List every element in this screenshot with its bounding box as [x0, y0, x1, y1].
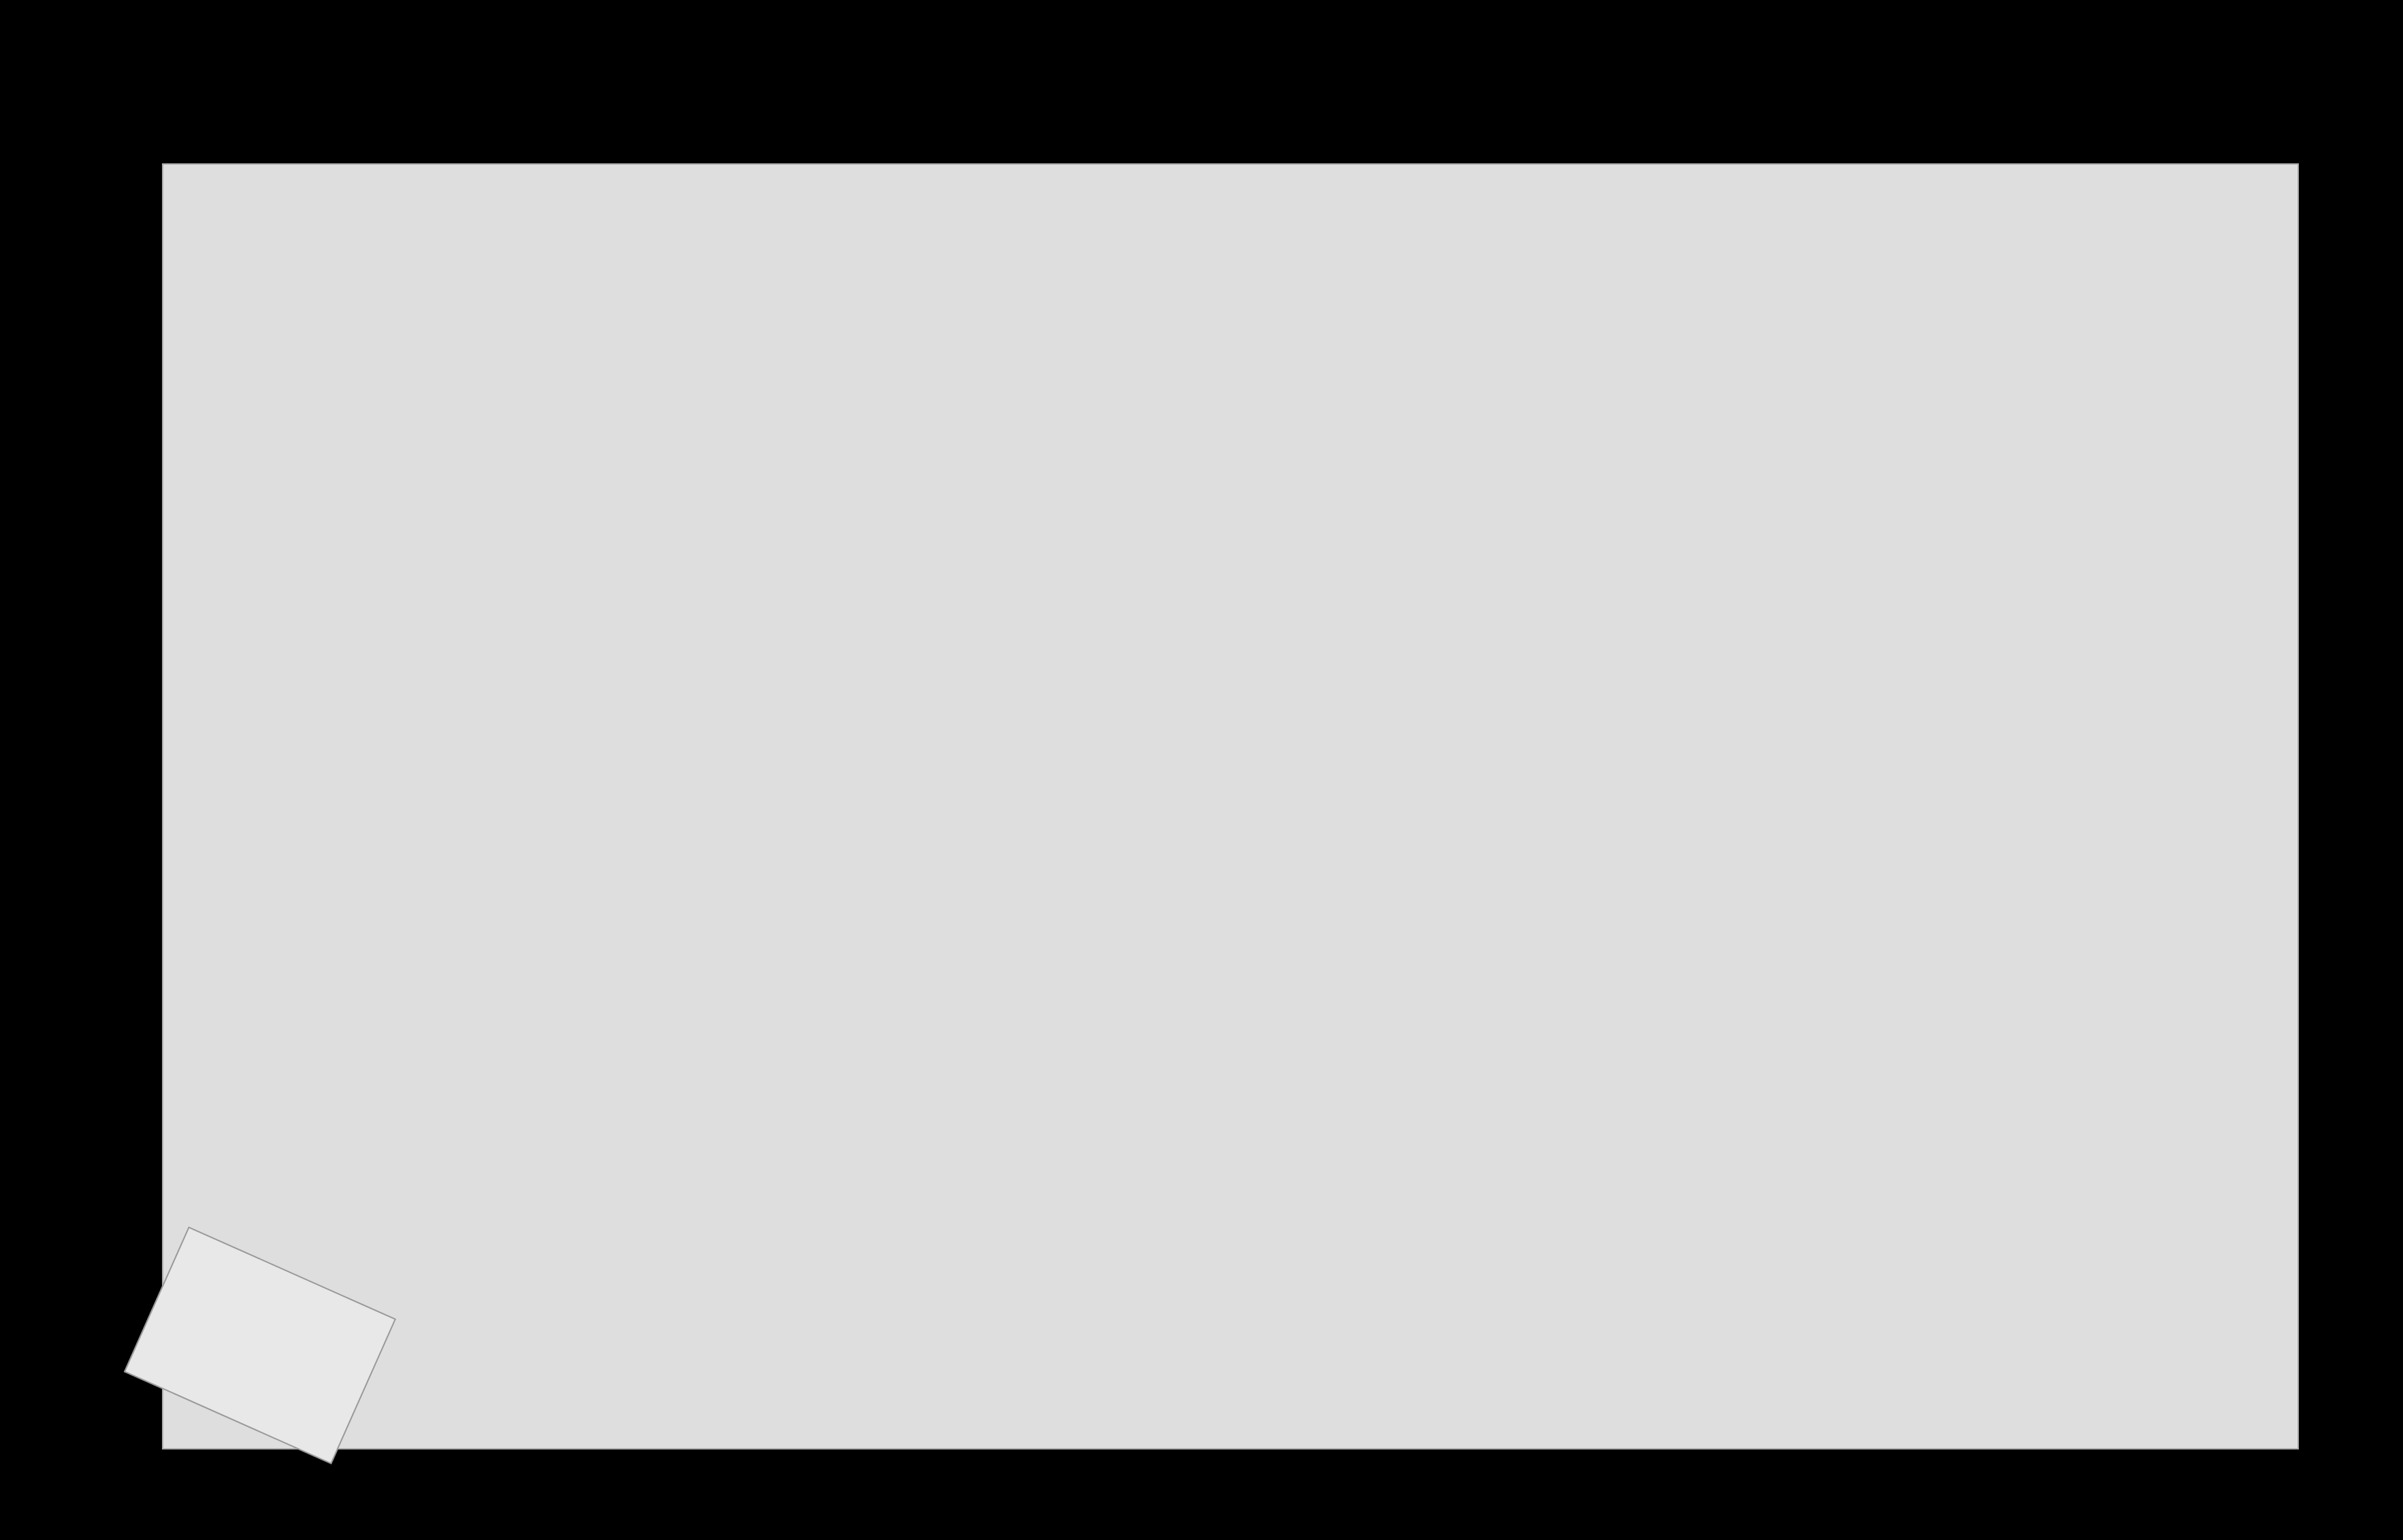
census-card	[162, 163, 2299, 1449]
